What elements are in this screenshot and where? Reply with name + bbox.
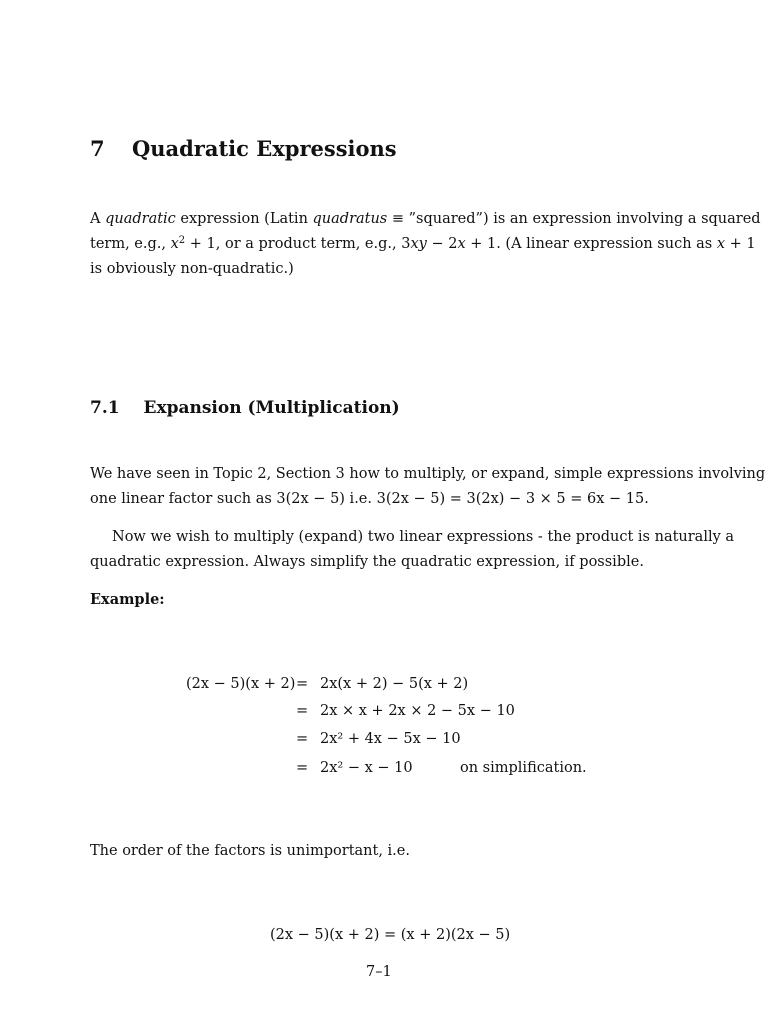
example-step-3-rhs: 2x² + 4x − 5x − 10 bbox=[320, 731, 461, 747]
paragraph-1 bbox=[90, 462, 766, 512]
exponent: 2 bbox=[178, 235, 186, 246]
intro-paragraph bbox=[90, 207, 761, 282]
example-step-1-eq: = bbox=[296, 676, 309, 692]
identity-equation: (2x − 5)(x + 2) = (x + 2)(2x − 5) bbox=[270, 927, 511, 943]
text-run: A bbox=[90, 211, 106, 227]
section-number: 7 bbox=[90, 136, 105, 161]
example-step-4-note: on simplification. bbox=[460, 760, 587, 776]
paragraph-1-line-1: We have seen in Topic 2, Section 3 how to multiply, or expand, simple expressions involving bbox=[90, 466, 766, 482]
paragraph-1-line-2: one linear factor such as 3(2x − 5) i.e. 3(2x − 5) = 3(2x) − 3 × 5 = 6x − 15. bbox=[90, 491, 649, 507]
text-run: − 2 bbox=[426, 236, 458, 252]
math-var: x bbox=[457, 236, 466, 252]
intro-line-1 bbox=[90, 207, 761, 232]
text-run: term, e.g., bbox=[90, 236, 171, 252]
example-lhs: (2x − 5)(x + 2) bbox=[186, 676, 296, 692]
math-var: xy bbox=[410, 236, 427, 252]
subsection-number: 7.1 bbox=[90, 398, 120, 418]
intro-line-3: is obviously non-quadratic.) bbox=[90, 261, 294, 277]
subsection-title: Expansion (Multiplication) bbox=[143, 398, 400, 418]
example-step-2-eq: = bbox=[296, 703, 309, 719]
paragraph-3: The order of the factors is unimportant, i.e. bbox=[90, 843, 410, 859]
paragraph-2 bbox=[90, 525, 735, 575]
math-var: x bbox=[170, 236, 179, 252]
subsection-heading bbox=[90, 398, 400, 418]
section-title: Quadratic Expressions bbox=[131, 136, 397, 161]
page-number: 7–1 bbox=[366, 964, 392, 980]
section-heading bbox=[90, 136, 397, 161]
text-run: + 1, or a product term, e.g., 3 bbox=[185, 236, 411, 252]
example-step-3-eq: = bbox=[296, 731, 309, 747]
emphasis-quadratus: quadratus bbox=[312, 211, 388, 227]
example-step-2-rhs: 2x × x + 2x × 2 − 5x − 10 bbox=[320, 703, 515, 719]
intro-line-2 bbox=[90, 232, 756, 257]
emphasis-quadratic: quadratic bbox=[105, 211, 176, 227]
example-step-1-rhs: 2x(x + 2) − 5(x + 2) bbox=[320, 676, 469, 692]
text-run: expression (Latin bbox=[175, 211, 313, 227]
text-run: + 1. (A linear expression such as bbox=[465, 236, 717, 252]
text-run: + 1 bbox=[725, 236, 756, 252]
text-run: ≡ ”squared”) is an expression involving a squared bbox=[387, 211, 761, 227]
paragraph-2-line-2: quadratic expression. Always simplify the quadratic expression, if possible. bbox=[90, 554, 644, 570]
example-label: Example: bbox=[90, 591, 165, 608]
math-var: x bbox=[716, 236, 726, 252]
paragraph-2-line-1: Now we wish to multiply (expand) two linear expressions - the product is naturally a bbox=[112, 529, 735, 545]
example-step-4-eq: = bbox=[296, 760, 309, 776]
example-step-4-rhs: 2x² − x − 10 bbox=[320, 760, 413, 776]
